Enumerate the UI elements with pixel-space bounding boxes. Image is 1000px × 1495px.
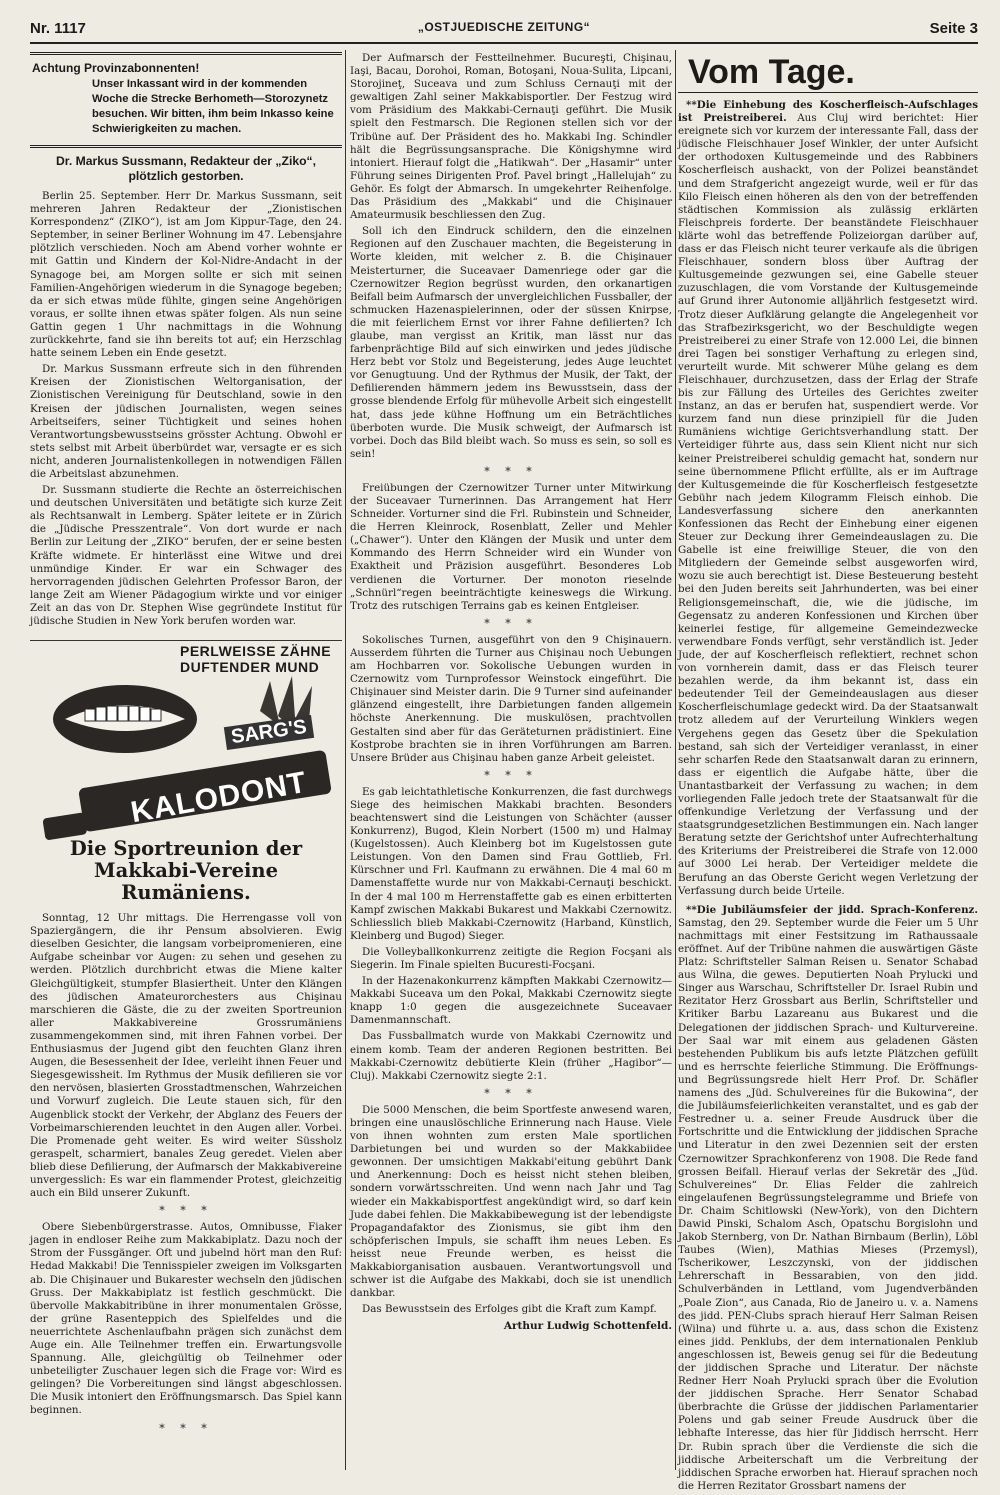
article-paragraph: Sonntag, 12 Uhr mittags. Die Herrengasse voll von Spaziergängern, die ihr Pensum absolvieren. Ewig dieselben Gesichter, die langsam vorbeipromenieren, eine Aufgabe scheinbar vor Augen: zu sehen und gesehen zu werden. Plötzlich durchbricht etwas die Miene kalter Gleichgültigkeit, stumpfer Blasiertheit. Unter den Klängen des jüdischen Amateurorchesters aus Chişinau marschieren die Gäste, die zu der zweiten Sportreunion aller Makkabivereine Grossrumäniens zusammengekommen sind, mit ihren Fahnen vorbei. Der Enthusiasmus der Jugend gibt den feuchten Glanz ihren Augen, die Besessenheit der Idee, verleiht ihnen Feuer und Siegesgewissheit. Im Rythmus der Musik defilieren sie vor den nervösen, blasierten Grosstadtmenschen, Wahrzeichen und Vorwurf zugleich. Die Leute stauen sich, für den Augenblick stockt der Verkehr, der Abglanz des Feuers der Vorbeimarschierenden leuchtet in den Augen aller. Vorbei. Die Promenade geht weiter. Es wird weiter Süssholz geraspelt, scharmiert, banales Zeug geredet. Vielen aber blieb diese Defilierung, der Aufmarsch der Makkabivereine unvergesslich: Es war ein flammender Protest, gleichzeitig auch ein Bild unserer Zukunft. <box>30 912 342 1200</box>
article-paragraph: Die Volleyballkonkurrenz zeitigte die Region Focşani als Siegerin. Im Finale spielten Bucuresti-Focşani. <box>350 945 672 971</box>
section-divider: * * * <box>159 1421 213 1435</box>
kalodont-advertisement <box>30 640 342 832</box>
column-1 <box>30 52 342 1472</box>
vom-tage-heading: Vom Tage. <box>678 52 978 93</box>
section-divider: * * * <box>159 1204 213 1218</box>
article-paragraph: Es gab leichtathletische Konkurrenzen, die fast durchwegs Siege des heimischen Makkabi brachten. Besonders beachtenswert sind die Leistungen von Schächter (ausser Konkurrenz), Bugod, Klein Norbert (1500 m) und Halmay (Kugelstossen). Auch Kleinberg bot im Kugelstossen gute Leistungen. Von den Damen sind Frau Gottlieb, Frl. Kürschner und Frl. Kaufmann zu erwähnen. Die 4 mal 60 m Damenstaffette wurde nur von Makkabi-Cernauţi beschickt. In der 4 mal 100 m Herrenstaffette gab es einen erbitterten Kampf zwischen Makkabi Bukarest und Makkabi Czernowitz. Schliesslich blieb Makkabi-Czernowitz (Harband, Künstlich, Kleinberg und Bugod) Sieger. <box>350 785 672 942</box>
notice-body: Unser Inkassant wird in der kommenden Woche die Strecke Berhometh—Storozynetz besuchen. Wir bitten, ihm beim Inkasso keine Schwierigkeiten zu machen. <box>92 78 334 135</box>
ad-product-name: KALODONT <box>128 765 310 830</box>
section-divider: * * * <box>484 464 538 478</box>
obituary-paragraph: Dr. Sussmann studierte die Rechte an österreichischen und deutschen Universitäten und betätigte sich kurze Zeit als Rechtsanwalt in Lemberg. Später leitete er in Zürich die „Jüdische Presszentrale“. Von dort wurde er nach Berlin zur Leitung der „ZIKO“ berufen, der er seine besten Kräfte widmete. Er hinterlässt eine Witwe und drei unmündige Kinder. Er war ein Schwager des hervorragenden jüdischen Gelehrten Professor Baron, der lange Zeit am Wiener Pädagogium wirkte und vor einiger Zeit an das von Dr. Stephen Wise gegründete Institut für jüdische Studien in New York berufen worden war. <box>30 484 342 627</box>
article-paragraph: Das Bewusstsein des Erfolges gibt die Kraft zum Kampf. <box>362 1303 657 1316</box>
column-3 <box>678 52 978 1492</box>
subscriber-notice <box>30 52 342 148</box>
section-divider: * * * <box>484 768 538 782</box>
ad-brand: SARG'S <box>224 715 314 750</box>
notice-title: Achtung Provinzabonnenten! <box>32 61 200 75</box>
obituary-paragraph: Berlin 25. September. Herr Dr. Markus Sussmann, seit mehreren Jahren Redakteur der „Zionistischen Korrespondenz“ (ZIKO“), ist am Jom Kippur-Tage, den 24. September, in seiner Berliner Wohnung im 47. Lebensjahre plötzlich verschieden. Noch am Abend vorher wohnte er mit Gattin und Kindern der Kol-Nidre-Andacht in der Synagoge bei, am Morgen sollte er sich mit seinen Familien-Angehörigen wiederum in die Synagoge begeben; da er sich etwas müde fühlte, gingen seine Angehörigen voraus, er sollte ihnen etwas später folgen. Als nun seine Gattin gegen 1 Uhr nachmittags in die Wohnung zurückkehrte, fand sie ihn bereits tot auf; ein Herzschlag hatte seinem Leben ein Ende gesetzt. <box>30 190 342 360</box>
header-rule <box>30 42 978 44</box>
article-paragraph: Soll ich den Eindruck schildern, den die einzelnen Regionen auf den Zuschauer machten, die Begeisterung in Worte kleiden, mit welcher z. B. die Chişinauer Meisterturner, die Suceavaer Damenriege oder gar die Czernowitzer Region begrüsst wurden, den orkanartigen Beifall beim Aufmarsch der unvergleichlichen Fussballer, der schmucken Hazenaspielerinnen, oder der süssen Knirpse, die mit feierlichem Ernst vor ihrer Fahne defilierten? Ich glaube, man vergisst an Kritik, man lässt nur das farbenprächtige Bild auf sich einwirken und jedes jüdische Herz bebt vor Stolz und Begeisterung, jedes Auge leuchtet vor Genugtuung. Und der Rythmus der Musik, der Takt, der Defilierenden hämmern jedem ins Bewusstsein, dass der grosse blendende Erfolg für mühevolle Arbeit sich eingestellt hat, dass jede kühne Hoffnung um ein Beträchtliches überboten wurde. Die Musik schweigt, der Aufmarsch ist vorbei. Doch das Bild bleibt wach. So muss es sein, so soll es sein! <box>350 225 672 460</box>
article-paragraph: Das Fussballmatch wurde von Makkabi Czernowitz und einem komb. Team der anderen Regionen bestritten. Bei Makkabi-Czernowitz debütierte Klein (früher „Hagibor“—Cluj). Makkabi Czernowitz siegte 2:1. <box>350 1030 672 1082</box>
story-headline: **Die Jubiläumsfeier der jidd. Sprach-Konferenz. <box>686 903 978 916</box>
story-body: Samstag, den 29. September wurde die Feier um 5 Uhr nachmittags mit einer Festsitzung im Rathaussaale eröffnet. Auf der Tribüne nahmen die auswärtigen Gäste Platz: Schriftsteller Salman Reisen u. Senator Schabad aus Wilna, die gewes. Deputierten Noah Prylucki und Singer aus Warschau, Schriftsteller Dr. Israel Rubin und Rezitator Herz Grossbart aus Berlin, Schriftsteller und Kritiker Barbu Lazareanu aus Bukarest und die Delegationen der jiddischen Sprach- und Kulturvereine. Der Saal war mit einem aus geladenen Gästen bestehenden Publikum bis aufs letzte Plätzchen gefüllt und es herrschte feierliche Stimmung. Die Eröffnungs- und Begrüssungsrede hielt Herr Prof. Dr. Schäfler namens des „Jüd. Schulvereines für die Bukowina“, der die Jubiläumsfeierlichkeiten veranstaltet, und es gab der Festredner u. a. seiner Freude Ausdruck über die Fortschritte und die Entwicklung der jiddischen Sprache und Literatur in den zwei Dezennien seit der ersten Czernowitzer Sprachkonferenz von 1908. Die Rede fand grossen Beifall. Hierauf verlas der Sekretär des „Jüd. Schulvereines“ Dr. Elias Felder die zahlreich eingelaufenen Begrüssungstelegramme und Briefe von Dr. Chaim Schitlowski (New-York), von den Dichtern Dawid Pinski, Schalom Asch, Opatschu Borgislohn und Jakob Sternberg, von Dr. Nathan Birnbaum (Berlin), Löbl Taubes (Wien), Mathias Mieses (Przemysl), Tscherikower, Leszczynski, von der jiddischen Lehrerschaft in Bessarabien, von den jidd. Schulverbänden in Lettland, vom Jugendverbänden „Poale Zion“, aus Canada, Rio de Janeiro u. v. a. Namens des jidd. PEN-Clubs sprach hierauf Herr Salman Reisen (Wilna) und führte u. a. aus, dass schon die Existenz eines jidd. Penklubs, der dem internationalen Penklub angeschlossen ist, Beweis genug sei für die Bedeutung der jiddischen Sprache und Literatur. Der nächste Redner Herr Noah Prylucki sprach über die Evolution der jiddischen Sprache. Herr Senator Schabad überbrachte die Grüsse der jiddischen Parlamentarier Polens und gab seiner Freude Ausdruck über die lebhafte Interesse, das hier für Jiddisch herrscht. Herr Dr. Rubin sprach über die Verdienste die sich die jiddische Arbeiterschaft um die Verbreitung der jiddischen Sprache erworben hat. Hierauf sprachen noch die Herren Rezitator Grossbart namens der <box>678 916 978 1492</box>
column-2 <box>350 52 672 1472</box>
article-paragraph: Freiübungen der Czernowitzer Turner unter Mitwirkung der Suceavaer Turnerinnen. Das Arrangement hat Herr Schneider. Vorturner sind die Frl. Rubinstein und Schneider, die Herren Kleinrock, Rosenblatt, Zeller und Mehler („Chawer“). Unter den Klängen der Musik und unter dem Kommando des Herrn Schneider wird ein Wunder von Exaktheit und Präzision ausgeführt. Besonderes Lob verdienen die Vorturner. Der monoton rieselnde „Schnürl“regen beeinträchtigte keineswegs die Wirkung. Trotz des rutschigen Terrains gab es keinen Entgleiser. <box>350 481 672 612</box>
page-header <box>30 16 978 42</box>
sportreunion-title: Die Sportreunion der Makkabi-Vereine Rumäniens. <box>69 837 303 905</box>
article-paragraph: Die 5000 Menschen, die beim Sportfeste anwesend waren, bringen eine unauslöschliche Erinnerung nach Hause. Viele von ihnen wohnten zum ersten Male sportlichen Darbietungen bei und wurden so der Makkabiidee gewonnen. Der umsichtigen Makkabi'eitung gebührt Dank und Anerkennung: Doch es heisst nicht stehen bleiben, sondern vorwärtsschreiten. Und wenn nach Jahr und Tag wieder ein Makkabisportfest angekündigt wird, so darf kein Jude dabei fehlen. Die Makkabibewegung ist der lebendigste Propagandafaktor des Zionismus, sie gibt ihm den schöpferischen Impuls, sie schafft ihm neues Leben. Es heisst neue Freunde werben, es heisst die Makkabiorganisation ausbauen. Verantwortungsvoll und schwer ist die Aufgabe des Makkabi, doch sie ist unendlich dankbar. <box>350 1103 672 1300</box>
story-body: Aus Cluj wird berichtet: Hier ereignete sich vor kurzem der interessante Fall, dass der jüdische Fleischhauer Josef Winkler, der unter Aufsicht der orthodoxen Kultusgemeinde und des Rabbiners Koscherfleisch aushackt, von der Polizei beanständet und dem Strafgericht angezeigt wurde, weil er für das Kilo Fleisch einen höheren als den von der betreffenden städtischen Kommission als zulässig erklärten Fleischpreis forderte. Der beanständete Fleischhauer klärte wohl das betreffende Polizeiorgan darüber auf, dass er das Fleisch nicht teurer verkaufe als die übrigen Fleischhauer, sondern bloss über Auftrag der Kultusgemeinde gezwungen sei, eine Gabelle steuer zuzuschlagen, die vom Vorstande der Kultusgemeinde auf Grund ihrer Autonomie alljährlich festgesetzt wird. Trotz dieser Aufklärung gelangte die Angelegenheit vor das Strafbezirksgericht, wo der Beschuldigte wegen Preistreiberei zu einer Strafe von 12.000 Lei, die binnen drei Tagen bei sonstiger Verhaftung zu erlegen sind, verurteilt wurde. Mit schwerer Mühe gelang es dem Fleischhauer, durchzusetzen, dass der Erlag der Strafe bis zur Fällung des Urteiles des Gerichtes zweiter Instanz, an das er berufen hat, suspendiert werde. Vor kurzem fand nun diese prinzipiell für die Juden Rumäniens wichtige Gerichtsverhandlung statt. Der Verteidiger führte aus, dass sein Klient nicht nur sich keiner Preistreiberei schuldig gemacht hat, sondern nur seine übernommene Pflicht erfüllte, als er im Auftrage der Kultusgemeinde die für Koscherfleisch festgesetzte Gebühr nach jedem Kilogramm Fleisch einhob. Die Landesverfassung sichere den anerkannten Konfessionen das Recht der Einhebung einer eigenen Steuer zur Deckung ihrer Gemeindeauslagen zu. Die Gabelle ist eine freiwillige Steuer, die von den Mitgliedern der Gemeinde selbst ausgeworfen wird, wozu sie auch berechtigt ist. Diese Besteuerung besteht bei den Juden bereits seit Jahrhunderten, was bei einer Religionsgemeinschaft, die, wie die jüdische, im Gegensatz zu anderen Konfessionen und Kirchen über keinerlei festige, für allgemeine Gemeindezwecke verwendbare Fonds verfügt, sehr verständlich ist. Jeder Jude, der auf Koscherfleisch reflektiert, rechnet schon von vornherein damit, dass er das Fleisch teurer bezahlen werde, da ihm bekannt ist, dass ein bedeutender Teil der Gemeindeauslagen aus dieser Koscherfleischumlage gedeckt wird. Da der Staatsanwalt trotz alledem auf der Verurteilung Winklers wegen Vergehens gegen das Gesetz über die Spekulation bestand, sah sich der Verteidiger veranlasst, in einer sehr scharfen Rede den Staatsanwalt daran zu erinnern, dass er eigentlich die Aufgabe hätte, über die Unantastbarkeit der Verfassung zu wachen; in dem vorliegenden Falle jedoch trete der Staatsanwalt für die offenkundige Verletzung der Verfassung und der staatsgrundgesetzlichen Bestimmungen ein. Nach langer Beratung setzte der Gerichtshof unter Aufrechterhaltung des Kriteriums der Preistreiberei die Strafe von 12.000 auf 3000 Lei herab. Der Verteidiger meldete die Berufung an das Oberste Gericht wegen Verletzung der Verfassung durch beide Urteile. <box>678 112 978 897</box>
newspaper-title: „OSTJUEDISCHE ZEITUNG“ <box>417 20 591 34</box>
article-paragraph: In der Hazenakonkurrenz kämpften Makkabi Czernowitz—Makkabi Suceava um den Pokal, Makkabi Czernowitz siegte knapp 1:0 gegen die ausgezeichnete Suceavaer Damenmannschaft. <box>350 975 672 1027</box>
article-signature: Arthur Ludwig Schottenfeld. <box>503 1320 672 1333</box>
obituary-title: Dr. Markus Sussmann, Redakteur der „Ziko“, plötzlich gestorben. <box>55 154 317 183</box>
column-divider <box>345 50 346 1470</box>
ad-subheadline: DUFTENDER MUND <box>180 659 320 676</box>
ad-headline: PERLWEISSE ZÄHNE <box>180 643 332 660</box>
column-divider <box>675 50 676 1470</box>
section-divider: * * * <box>484 1086 538 1100</box>
obituary-paragraph: Dr. Markus Sussmann erfreute sich in den führenden Kreisen der Zionistischen Weltorganisation, der Zionistischen Vereinigung für Deutschland, sowie in den Kreisen der jüdischen Journalisten, wegen seines Arbeitseifers, seiner Tüchtigkeit und seines hohen Verantwortungsbewusstseins grösster Achtung. Obwohl er stets selbst mit Arbeit überbürdet war, versagte er es sich nicht, anderen Journalistenkollegen in notwendigen Fällen die Arbeitslast abzunehmen. <box>30 363 342 480</box>
article-paragraph: Obere Siebenbürgerstrasse. Autos, Omnibusse, Fiaker jagen in endloser Reihe zum Makkabiplatz. Dazu noch der Strom der Fussgänger. Oft und jubelnd hört man den Ruf: Hedad Makkabi! Die Tennisspieler zweigen im Volksgarten ab. Die Chişinauer und Bukarester wechseln den jüdischen Gruss. Der Makkabiplatz ist festlich geschmückt. Die übervolle Makkabitribüne in ihrer monumentalen Grösse, der grüne Rasenteppich des Spielfeldes und die neuerrichtete Aschenlaufbahn prägen sich zunächst dem Auge ein. Alle Teilnehmer treffen ein. Erwartungsvolle Spannung. Alle, gleichgültig ob Teilnehmer oder unbeteiligter Zuschauer legen sich die Frage vor: Wird es gelingen? Die Vorbereitungen sind längst abgeschlossen. Die Musik intoniert den Eröffnungsmarsch. Das Spiel kann beginnen. <box>30 1221 342 1417</box>
section-divider: * * * <box>484 616 538 630</box>
story-headline: **Die Einhebung des Koscherfleisch-Aufschlages ist Preistreiberei. <box>678 99 978 125</box>
article-paragraph: Sokolisches Turnen, ausgeführt von den 9 Chişinauern. Ausserdem führten die Turner aus Chişinau noch Uebungen am Hochbarren vor. Sokolische Uebungen wurden in Czernowitz vom Turnprofessor Weinstock eingeführt. Die Chişinauer sind Meister darin. Die 9 Turner sind aufeinander glänzend eingestellt, ihre Darbietungen fanden allgemein höchste Anerkennung. Die muskulösen, prachtvollen Gestalten sind aber für das Geräteturnen prädistiniert. Eine Kostprobe brachten sie in ihren Vorführungen am Barren. Unsere Brüder aus Chişinau haben ganze Arbeit geleistet. <box>350 633 672 764</box>
page-number: Seite 3 <box>929 20 978 37</box>
issue-number: Nr. 1117 <box>30 20 86 37</box>
article-paragraph: Der Aufmarsch der Festteilnehmer. Bucureşti, Chişinau, Iaşi, Bacau, Dorohoi, Roman, Botoşani, Noua-Sulita, Lipcani, Storojineţ, Suceava und zum Schluss Cernauţi mit der gewaltigen Zahl seiner Makkabisportler. Der Festzug wird vom Präsidium des Makkabi-Cernauţi geführt. Die Musik spielt den Festmarsch. Die Regionen stellen sich vor der Tribüne auf. Der Präsident des ho. Makkabi Ing. Schindler hält die Begrüssungsansprache. Die Königshymne wird intoniert. Hierauf folgt die „Hatikwah“. Der „Hasamir“ unter Führung seines Dirigenten Prof. Pavel bringt „Hallelujah“ zu Gehör. Es folgt der Abmarsch. In umgekehrter Reihenfolge. Das Präsidium des „Makkabi“ und die Chişinauer Amateurmusik beschliessen den Zug. <box>350 52 672 222</box>
